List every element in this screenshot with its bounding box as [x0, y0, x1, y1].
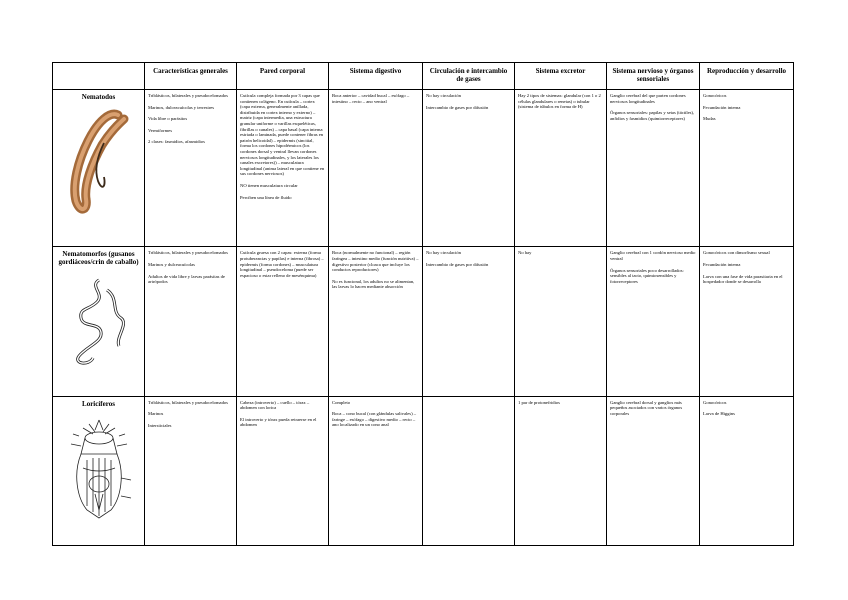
cell-text: No hay circulación — [426, 93, 461, 99]
cell-text: Triblásticos, bilaterales y pseudocelomados — [148, 93, 228, 99]
body-wall-cell — [237, 396, 329, 545]
cell-text: 1 par de protonefridios — [518, 399, 560, 405]
cell-text: Triblásticos, bilaterales y pseudocelomados — [148, 399, 228, 405]
loricifera-diagram-illustration — [59, 414, 139, 526]
table-row-nematomorfos — [53, 247, 794, 396]
header-row — [53, 63, 794, 90]
comparison-table — [52, 62, 794, 546]
excretory-system-cell — [515, 247, 607, 396]
cell-text: Ganglio cerebral del que parten cordones nerviosos longitudinales — [610, 93, 686, 104]
cell-text: Intercambio de gases por difusión — [426, 104, 489, 110]
header-nervous-system: Sistema nervioso y órganos sensoriales — [607, 63, 700, 90]
cell-text: Cutícula compleja formada por 3 capas que contienen colágeno. En cutícula – cortex (capa externa, generalmente anillada, distribuida en cortex interno y externo) – matriz (capa intermedia, una estructura granular uniforme o varillas esqueléticas, fibrillas o canales) – capa basal (capa interna estriada o laminada, puede contener fibras en patrón helicoidal) – epidermis (sincitial, forma los cordones hipodérmicos (los cordones dorsal y ventral llevan cordones nerviosos longitudinales, y los laterales los canales excretores)) – musculatura longitudinal (anima lateral en que contiene en sus cordones nerviosos) — [240, 93, 325, 177]
cell-text: Larva de Higgins — [703, 411, 735, 417]
excretory-system-cell — [515, 396, 607, 545]
cell-text: Fecundación interna — [703, 104, 741, 110]
cell-text: Marinos, dulceacuícolas y terrestres — [148, 104, 215, 110]
general-characteristics-cell — [145, 247, 237, 396]
row-label-cell — [53, 90, 145, 247]
row-label-cell — [53, 396, 145, 545]
header-reproduction: Reproducción y desarrollo — [700, 63, 794, 90]
cell-text: Cutícula gruesa con 2 capas: externa (forma protuberancias y papilas) e interna (fibrosa) – epidermis (forma cordones) – musculatura longitudinal – pseudoceloma (puede ser espacioso o estar relleno de mesénquima) — [240, 250, 324, 278]
row-name: Nematodos — [81, 93, 116, 102]
cell-text: No es funcional, los adultos no se alimentan, las larvas lo hacen mediante absorción — [332, 278, 415, 290]
header-body-wall: Pared corporal — [237, 63, 329, 90]
header-circulation-gas-exchange: Circulación e intercambio de gases — [423, 63, 515, 90]
cell-text: Larva con una fase de vida parasitaria en el hospedador donde se desarrolla — [703, 273, 783, 285]
cell-text: Intersticiales — [148, 422, 172, 428]
header-cell-empty — [53, 63, 145, 90]
nervous-system-cell — [607, 247, 700, 396]
nematode-worm-illustration — [58, 107, 140, 219]
header-digestive-system: Sistema digestivo — [329, 63, 423, 90]
digestive-system-cell — [329, 247, 423, 396]
cell-text: Órganos sensoriales poco desarrollados: sensibles al tacto, quimiosensibles y fotorreceptores — [610, 267, 684, 284]
row-name: Nematomorfos (gusanos gordiáceos/crin de caballo) — [58, 250, 139, 267]
circulation-cell — [423, 396, 515, 545]
table-row-loriciferos — [53, 396, 794, 545]
cell-text: Boca anterior – cavidad bucal – esófago – intestino – recto – ano ventral — [332, 93, 410, 104]
cell-text: Cabeza (introverto) – cuello – tórax – abdomen con lorica — [240, 399, 310, 411]
general-characteristics-cell — [145, 396, 237, 545]
cell-text: No hay circulación — [426, 250, 461, 256]
nervous-system-cell — [607, 90, 700, 247]
cell-text: Gonocóricos — [703, 93, 727, 99]
cell-text: Adultos de vida libre y larvas parásitas de artrópodos — [148, 273, 225, 285]
digestive-system-cell — [329, 396, 423, 545]
row-label-cell — [53, 247, 145, 396]
reproduction-cell — [700, 247, 794, 396]
cell-text: Vida libre o parásitos — [148, 116, 188, 122]
circulation-cell — [423, 90, 515, 247]
cell-text: Gonocóricos — [703, 399, 727, 405]
reproduction-cell — [700, 396, 794, 545]
cell-text: Completo — [332, 399, 351, 405]
digestive-system-cell — [329, 90, 423, 247]
excretory-system-cell — [515, 90, 607, 247]
cell-text: Hay 2 tipos de sistemas: glandular (con 1 o 2 células glandulares o renetas) o tubular (sistema de túbulos en forma de H) — [518, 93, 601, 110]
header-general-characteristics: Características generales — [145, 63, 237, 90]
table-row-nematodos — [53, 90, 794, 247]
cell-text: Vermiformes — [148, 127, 172, 133]
cell-text: Boca – cono bucal (con glándulas salivales) – faringe – esófago – digestivo medio – recto – ano localizado en un cono anal — [332, 411, 417, 428]
nervous-system-cell — [607, 396, 700, 545]
cell-text: Mudas — [703, 116, 716, 122]
reproduction-cell — [700, 90, 794, 247]
cell-text: Fecundación interna — [703, 261, 741, 267]
cell-text: Triblásticos, bilaterales y pseudocelomados — [148, 250, 228, 256]
cell-text: Ganglio cerebral dorsal y ganglios más pequeños asociados con varios órganos corporales — [610, 399, 683, 416]
cell-text: Intercambio de gases por difusión — [426, 261, 489, 267]
cell-text: 2 clases: fasmidios, afasmidios — [148, 139, 205, 145]
cell-text: Gonocóricos con dimorfismo sexual — [703, 250, 770, 256]
cell-text: Órganos sensoriales: papilas y setas (táctiles), anfidios y fasmidios (quimiorreceptores) — [610, 110, 695, 121]
cell-text: Perciben una línea de fluido — [240, 194, 292, 200]
cell-text: El introverto y tórax pueda retraerse en el abdomen — [240, 416, 317, 428]
cell-text: Marinos y dulceacuícolas — [148, 261, 195, 267]
row-name: Loricíferos — [82, 399, 115, 408]
body-wall-cell — [237, 90, 329, 247]
cell-text: No hay — [518, 250, 532, 256]
cell-text: Boca (normalmente no funcional) – región faríngea – intestino medio (función nutritiva) – digestivo posterior (cloaca que incluye los conductos reproductores) — [332, 250, 419, 273]
general-characteristics-cell — [145, 90, 237, 247]
horsehair-worm-illustration — [59, 272, 139, 368]
body-wall-cell — [237, 247, 329, 396]
cell-text: Ganglio cerebral con 1 cordón nervioso medio ventral — [610, 250, 696, 261]
cell-text: Marinos — [148, 411, 164, 417]
header-excretory-system: Sistema excretor — [515, 63, 607, 90]
circulation-cell — [423, 247, 515, 396]
cell-text: NO tienen musculatura circular — [240, 182, 298, 188]
